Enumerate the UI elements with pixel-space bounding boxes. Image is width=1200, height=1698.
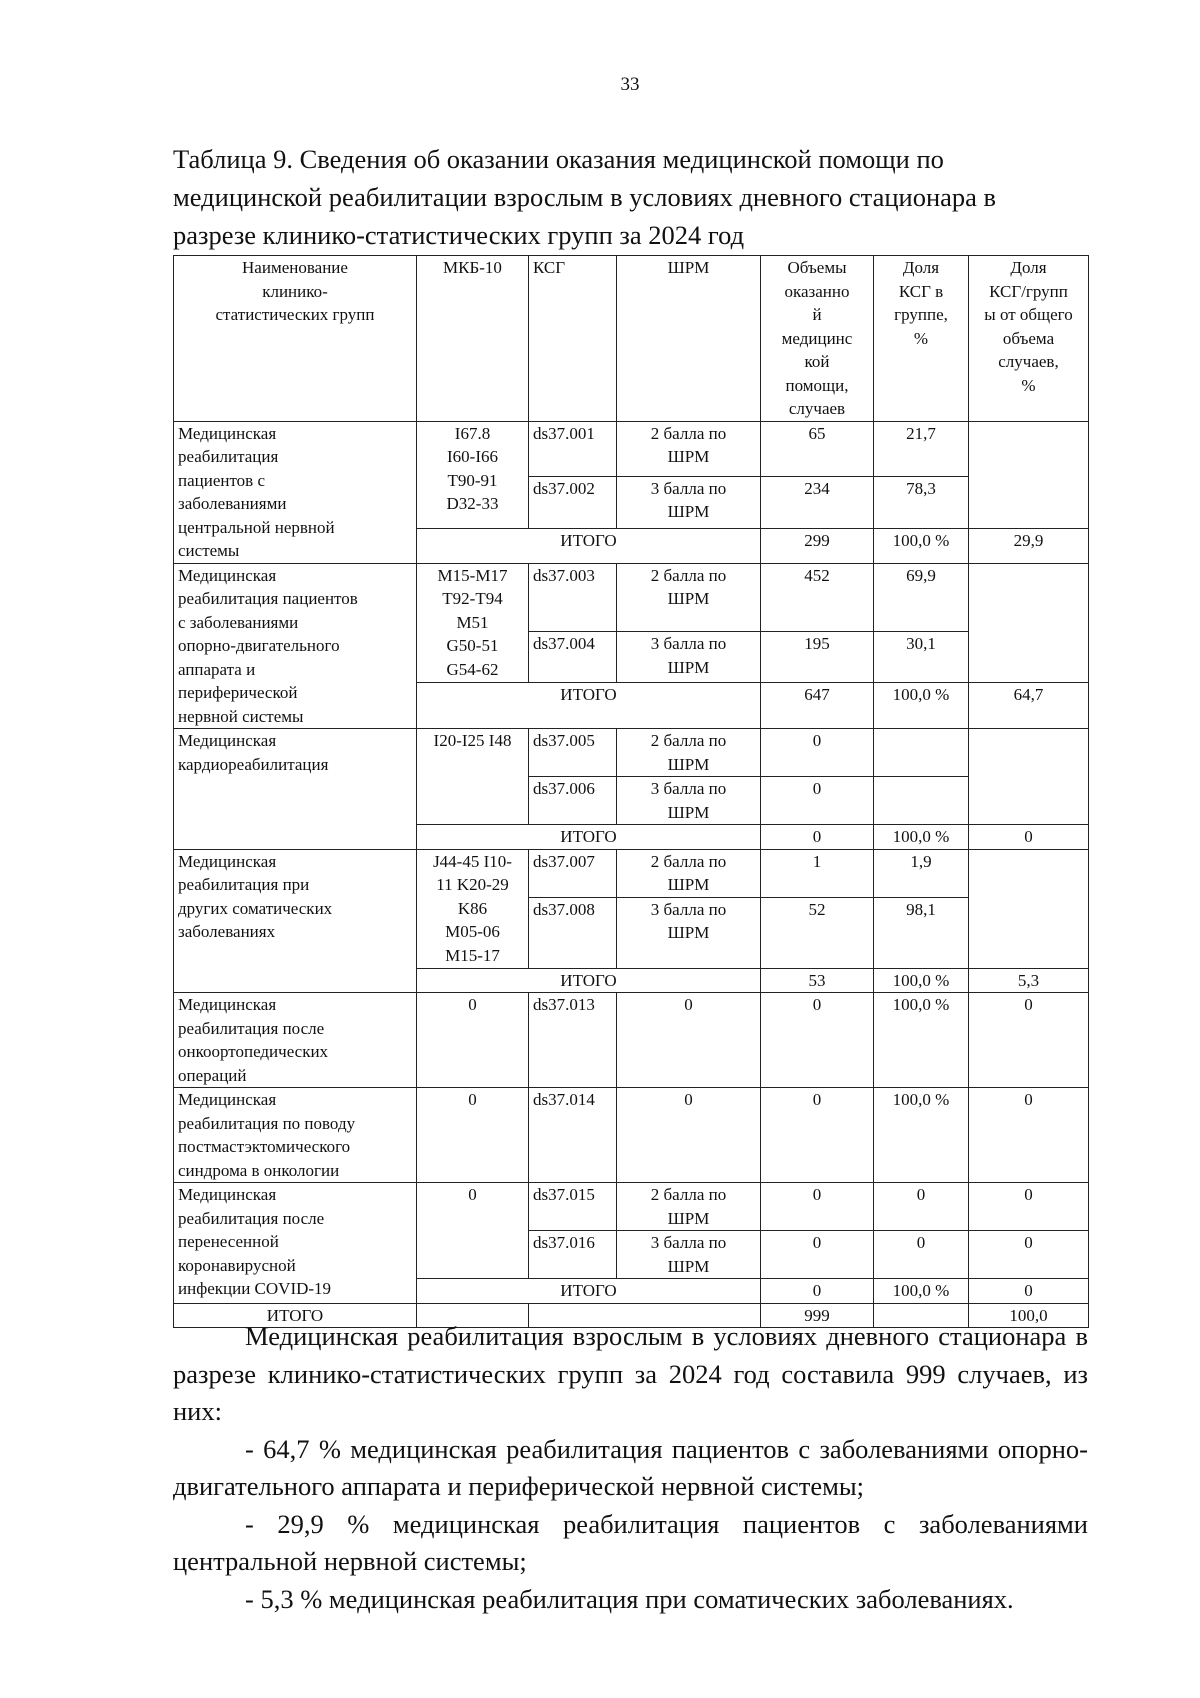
volume-cell: 52 bbox=[761, 897, 874, 968]
caption-line: Таблица 9. Сведения об оказании оказания медицинской помощи по bbox=[173, 144, 944, 174]
share-cell: 21,7 bbox=[874, 421, 969, 476]
mkb-cell: I67.8 I60-I66 T90-91 D32-33 bbox=[417, 421, 529, 528]
volume-cell: 0 bbox=[761, 1279, 874, 1304]
mkb-cell: 0 bbox=[417, 1088, 529, 1183]
share-cell: 69,9 bbox=[874, 563, 969, 632]
shrm-cell: 3 балла по ШРМ bbox=[617, 632, 761, 683]
share-cell: 1,9 bbox=[874, 849, 969, 897]
subtotal-label: ИТОГО bbox=[417, 825, 761, 850]
table-row bbox=[174, 421, 1089, 476]
header-name: Наименование клинико- статистических групп bbox=[174, 256, 417, 422]
volume-cell: 999 bbox=[761, 1303, 874, 1328]
share-cell: 100,0 % bbox=[874, 1279, 969, 1304]
subtotal-label: ИТОГО bbox=[417, 1279, 761, 1304]
mkb-cell: 0 bbox=[417, 1183, 529, 1279]
volume-cell: 234 bbox=[761, 476, 874, 528]
share-total-cell: 100,0 bbox=[969, 1303, 1089, 1328]
volume-cell: 0 bbox=[761, 1183, 874, 1231]
header-share-group: Доля КСГ в группе, % bbox=[874, 256, 969, 422]
shrm-cell: 2 балла по ШРМ bbox=[617, 421, 761, 476]
share-total-cell: 0 bbox=[969, 1231, 1089, 1279]
share-total-cell: 29,9 bbox=[969, 528, 1089, 563]
table-row bbox=[174, 729, 1089, 777]
shrm-cell: 2 балла по ШРМ bbox=[617, 563, 761, 632]
group-name-cell: Медицинская реабилитация пациентов с заболеваниями центральной нервной системы bbox=[174, 421, 417, 563]
volume-cell: 0 bbox=[761, 777, 874, 825]
shrm-cell: 2 балла по ШРМ bbox=[617, 729, 761, 777]
subtotal-label: ИТОГО bbox=[417, 683, 761, 729]
header-mkb: МКБ-10 bbox=[417, 256, 529, 422]
header-row bbox=[174, 256, 1089, 422]
group-name-cell: Медицинская реабилитация после онкоортопедических операций bbox=[174, 993, 417, 1088]
page-number: 33 bbox=[620, 74, 640, 95]
table-row bbox=[174, 563, 1089, 632]
volume-cell: 0 bbox=[761, 729, 874, 777]
caption-line: медицинской реабилитации взрослым в условиях дневного стационара в bbox=[173, 182, 997, 212]
table-row bbox=[174, 1183, 1089, 1231]
share-total-cell: 0 bbox=[969, 993, 1089, 1088]
share-cell: 0 bbox=[874, 1231, 969, 1279]
shrm-cell: 3 балла по ШРМ bbox=[617, 1231, 761, 1279]
ksg-table bbox=[173, 255, 1089, 1328]
group-name-cell: Медицинская реабилитация по поводу постмастэктомического синдрома в онкологии bbox=[174, 1088, 417, 1183]
share-total-cell bbox=[969, 421, 1089, 528]
group-name-cell: Медицинская кардиореабилитация bbox=[174, 729, 417, 850]
share-cell: 100,0 % bbox=[874, 993, 969, 1088]
volume-cell: 65 bbox=[761, 421, 874, 476]
ksg-cell: ds37.003 bbox=[529, 563, 617, 632]
shrm-cell: 3 балла по ШРМ bbox=[617, 476, 761, 528]
header-ksg: КСГ bbox=[529, 256, 617, 422]
volume-cell: 0 bbox=[761, 993, 874, 1088]
ksg-cell: ds37.014 bbox=[529, 1088, 617, 1183]
summary-text bbox=[173, 1318, 1088, 1618]
header-share-total: Доля КСГ/групп ы от общего объема случаев, % bbox=[969, 256, 1089, 422]
share-total-cell: 0 bbox=[969, 825, 1089, 850]
table-row bbox=[174, 993, 1089, 1088]
ksg-cell: ds37.015 bbox=[529, 1183, 617, 1231]
volume-cell: 647 bbox=[761, 683, 874, 729]
summary-paragraph: - 64,7 % медицинская реабилитация пациентов с заболеваниями опорно-двигательного аппарата и периферической нервной системы; bbox=[173, 1433, 1088, 1501]
share-cell: 0 bbox=[874, 1183, 969, 1231]
volume-cell: 53 bbox=[761, 968, 874, 993]
ksg-cell: ds37.007 bbox=[529, 849, 617, 897]
mkb-cell: 0 bbox=[417, 993, 529, 1088]
shrm-cell: 0 bbox=[617, 1088, 761, 1183]
volume-cell: 1 bbox=[761, 849, 874, 897]
table-row bbox=[174, 1088, 1089, 1183]
caption-line: разрезе клинико-статистических групп за 2024 год bbox=[173, 220, 745, 250]
share-total-cell: 64,7 bbox=[969, 683, 1089, 729]
grand-total-label: ИТОГО bbox=[174, 1303, 417, 1328]
subtotal-label: ИТОГО bbox=[417, 528, 761, 563]
volume-cell: 195 bbox=[761, 632, 874, 683]
summary-paragraph: - 29,9 % медицинская реабилитация пациентов с заболеваниями центральной нервной системы; bbox=[173, 1508, 1088, 1576]
summary-paragraph: Медицинская реабилитация взрослым в условиях дневного стационара в разрезе клинико-статистических групп за 2024 год составила 999 случаев, из них: bbox=[173, 1321, 1088, 1426]
share-total-cell: 0 bbox=[969, 1183, 1089, 1231]
group-name-cell: Медицинская реабилитация после перенесенной коронавирусной инфекции COVID-19 bbox=[174, 1183, 417, 1304]
group-name-cell: Медицинская реабилитация пациентов с заболеваниями опорно-двигательного аппарата и периферической нервной системы bbox=[174, 563, 417, 729]
shrm-cell: 3 балла по ШРМ bbox=[617, 777, 761, 825]
share-cell bbox=[874, 729, 969, 777]
mkb-cell: I20-I25 I48 bbox=[417, 729, 529, 825]
header-volume: Объемы оказанно й медицинс кой помощи, случаев bbox=[761, 256, 874, 422]
ksg-cell: ds37.005 bbox=[529, 729, 617, 777]
mkb-cell: J44-45 I10- 11 K20-29 K86 M05-06 M15-17 bbox=[417, 849, 529, 968]
share-cell: 100,0 % bbox=[874, 825, 969, 850]
volume-cell: 0 bbox=[761, 1231, 874, 1279]
table-caption bbox=[173, 140, 1103, 254]
shrm-cell: 0 bbox=[617, 993, 761, 1088]
volume-cell: 0 bbox=[761, 1088, 874, 1183]
ksg-cell: ds37.013 bbox=[529, 993, 617, 1088]
volume-cell: 299 bbox=[761, 528, 874, 563]
shrm-cell: 2 балла по ШРМ bbox=[617, 1183, 761, 1231]
ksg-cell: ds37.008 bbox=[529, 897, 617, 968]
share-total-cell: 0 bbox=[969, 1279, 1089, 1304]
ksg-cell: ds37.006 bbox=[529, 777, 617, 825]
shrm-cell: 3 балла по ШРМ bbox=[617, 897, 761, 968]
share-cell: 100,0 % bbox=[874, 968, 969, 993]
share-cell: 100,0 % bbox=[874, 1088, 969, 1183]
table-row bbox=[174, 849, 1089, 897]
share-cell bbox=[874, 777, 969, 825]
share-cell: 30,1 bbox=[874, 632, 969, 683]
volume-cell: 0 bbox=[761, 825, 874, 850]
share-total-cell bbox=[969, 563, 1089, 683]
group-name-cell: Медицинская реабилитация при других соматических заболеваниях bbox=[174, 849, 417, 993]
share-total-cell: 0 bbox=[969, 1088, 1089, 1183]
share-total-cell bbox=[969, 849, 1089, 968]
share-cell: 100,0 % bbox=[874, 528, 969, 563]
mkb-cell: M15-M17 T92-T94 M51 G50-51 G54-62 bbox=[417, 563, 529, 683]
header-shrm: ШРМ bbox=[617, 256, 761, 422]
shrm-cell: 2 балла по ШРМ bbox=[617, 849, 761, 897]
ksg-cell: ds37.002 bbox=[529, 476, 617, 528]
summary-paragraph: - 5,3 % медицинская реабилитация при соматических заболеваниях. bbox=[245, 1583, 1014, 1614]
share-cell: 100,0 % bbox=[874, 683, 969, 729]
ksg-cell: ds37.004 bbox=[529, 632, 617, 683]
volume-cell: 452 bbox=[761, 563, 874, 632]
subtotal-label: ИТОГО bbox=[417, 968, 761, 993]
share-cell: 78,3 bbox=[874, 476, 969, 528]
share-total-cell bbox=[969, 729, 1089, 825]
ksg-cell: ds37.016 bbox=[529, 1231, 617, 1279]
share-total-cell: 5,3 bbox=[969, 968, 1089, 993]
share-cell: 98,1 bbox=[874, 897, 969, 968]
ksg-cell: ds37.001 bbox=[529, 421, 617, 476]
